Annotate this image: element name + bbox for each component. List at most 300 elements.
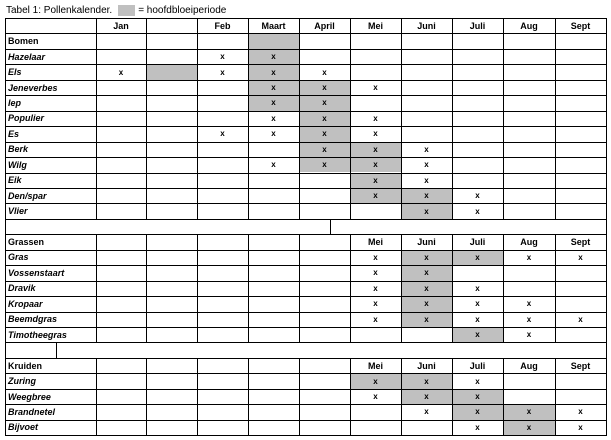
grid-line [401,404,402,421]
section-month-header: Mei [367,360,383,371]
section-title: Grassen [8,237,45,248]
grid-line [452,312,453,328]
bloom-mark [299,281,350,296]
section-month-header [248,33,299,48]
grid-line [299,64,300,81]
grid-line [350,95,351,112]
bloom-mark [555,173,606,188]
bloom-mark [452,173,503,188]
grid-line [56,342,57,359]
bloom-mark: x [373,83,378,93]
grid-line [350,64,351,81]
grid-line [96,18,97,34]
section-month-header: Juni [417,360,436,371]
bloom-mark [299,49,350,64]
grid-line [555,173,556,189]
grid-line [350,234,351,251]
grid-line [503,49,504,65]
grid-line [146,95,147,112]
grid-line [96,404,97,421]
bloom-mark [401,111,452,126]
grid-line [248,404,249,421]
grid-line [401,64,402,81]
grid-line [197,111,198,127]
grid-line [197,49,198,65]
grid-line [555,203,556,220]
grid-line [5,404,6,421]
bloom-mark [96,142,146,157]
grid-line [606,250,607,266]
grid-line [299,95,300,112]
bloom-mark [555,126,606,141]
grid-line [197,95,198,112]
bloom-mark [248,420,299,435]
bloom-mark [555,80,606,95]
bloom-mark [146,95,197,110]
bloom-mark: x [578,314,583,324]
grid-line [146,64,147,81]
grid-line [606,157,607,174]
grid-line [555,95,556,112]
bloom-mark [350,95,401,110]
section-month-header [146,33,197,48]
bloom-mark [503,142,555,157]
grid-line [96,126,97,143]
bloom-mark: x [526,299,532,309]
bloom-mark [299,389,350,404]
grid-line [503,157,504,174]
grid-line [330,219,331,235]
section-month-header: Sept [570,237,591,248]
section-title: Kruiden [8,360,43,371]
grid-line [146,420,147,436]
grid-line [555,33,556,50]
grid-line [606,327,607,343]
bloom-mark [146,142,197,157]
bloom-mark [146,420,197,435]
grid-line [606,95,607,112]
bloom-mark [503,157,555,172]
bloom-mark [248,173,299,188]
bloom-mark [299,265,350,280]
bloom-mark [146,389,197,404]
plant-name: Es [8,128,20,139]
grid-line [452,142,453,158]
bloom-mark: x [118,67,124,77]
grid-line [350,358,351,374]
bloom-mark: x [424,175,429,185]
bloom-mark [350,404,401,419]
bloom-mark [401,327,452,342]
grid-line [555,234,556,251]
grid-line [401,18,402,34]
section-month-header [197,234,248,249]
bloom-mark: x [503,420,555,435]
grid-line [96,64,97,81]
grid-line [350,265,351,282]
grid-line [350,157,351,174]
bloom-mark: x [452,250,503,265]
bloom-mark: x [475,191,480,201]
bloom-mark [299,373,350,388]
grid-line [350,49,351,65]
grid-line [299,404,300,421]
bloom-mark: x [373,113,378,123]
bloom-mark [555,111,606,126]
grid-line [96,173,97,189]
grid-line [5,173,6,189]
bloom-mark [503,80,555,95]
grid-line [401,188,402,204]
plant-name: Kropaar [8,298,43,309]
grid-line [401,250,402,266]
grid-line [96,157,97,174]
bloom-mark [96,173,146,188]
grid-line [452,203,453,220]
bloom-mark [401,49,452,64]
month-header: Mei [367,20,383,31]
bloom-mark [96,49,146,64]
bloom-mark [146,80,197,95]
grid-line [248,173,249,189]
grid-line [555,358,556,374]
bloom-mark [503,173,555,188]
section-month-header [555,33,606,48]
bloom-mark [555,188,606,203]
grid-line [555,373,556,390]
bloom-mark: x [401,373,452,388]
grid-line [248,111,249,127]
grid-line [248,126,249,143]
grid-line [503,126,504,143]
grid-line [248,18,249,34]
grid-line [197,142,198,158]
grid-line [5,296,6,313]
grid-line [350,126,351,143]
bloom-mark: x [299,142,350,157]
bloom-mark [503,111,555,126]
bloom-mark [555,373,606,388]
grid-line [146,203,147,220]
grid-line [350,80,351,96]
grid-line [5,157,6,174]
grid-line [299,234,300,251]
bloom-mark [96,126,146,141]
grid-line [606,265,607,282]
plant-name: Dravik [8,283,36,294]
grid-line [299,373,300,390]
bloom-mark: x [271,113,276,123]
grid-line [5,126,6,143]
bloom-mark [452,80,503,95]
bloom-mark: x [401,389,452,404]
bloom-mark: x [578,407,583,417]
grid-line [5,312,6,328]
bloom-mark: x [350,157,401,172]
grid-line [401,389,402,405]
grid-line [248,327,249,343]
plant-name: Den/spar [8,190,47,201]
grid-line [299,126,300,143]
grid-line [452,281,453,297]
bloom-mark [452,95,503,110]
bloom-mark: x [248,49,299,64]
section-month-header [96,234,146,249]
bloom-mark: x [401,203,452,218]
grid-line [146,142,147,158]
grid-line [5,420,6,436]
grid-line [5,203,6,220]
grid-line [452,126,453,143]
grid-line [5,389,6,405]
grid-line [146,327,147,343]
bloom-mark [96,265,146,280]
bloom-mark [248,250,299,265]
grid-line [452,80,453,96]
bloom-mark: x [424,407,429,417]
grid-line [146,49,147,65]
bloom-mark [350,64,401,79]
grid-line [5,373,6,390]
grid-line [401,142,402,158]
grid-line [96,188,97,204]
bloom-mark: x [299,126,350,141]
grid-line [350,281,351,297]
bloom-mark: x [526,330,532,340]
bloom-mark: x [401,265,452,280]
grid-line [5,49,6,65]
grid-line [401,49,402,65]
grid-line [96,80,97,96]
bloom-mark [248,312,299,327]
bloom-mark [299,296,350,311]
bloom-mark [197,157,248,172]
grid-line [503,373,504,390]
grid-line [401,80,402,96]
bloom-mark [350,327,401,342]
bloom-mark: x [271,160,276,170]
grid-line [606,219,607,235]
grid-line [146,296,147,313]
bloom-mark [299,404,350,419]
bloom-mark: x [248,95,299,110]
grid-line [503,296,504,313]
grid-line [401,312,402,328]
plant-name: Beemdgras [8,314,58,325]
bloom-mark [146,157,197,172]
grid-line [5,80,6,96]
grid-line [146,80,147,96]
grid-line [555,49,556,65]
grid-line [299,203,300,220]
bloom-mark [96,188,146,203]
bloom-mark [299,203,350,218]
bloom-mark [146,64,197,79]
grid-line [350,250,351,266]
bloom-mark [503,126,555,141]
bloom-mark: x [578,252,583,262]
grid-line [197,281,198,297]
bloom-mark [248,188,299,203]
bloom-mark: x [220,52,225,62]
grid-line [96,142,97,158]
section-title: Bomen [8,36,39,47]
plant-name: Wilg [8,159,27,170]
bloom-mark [401,80,452,95]
section-month-header: Sept [570,360,591,371]
plant-name: Zuring [8,376,36,387]
grid-line [299,80,300,96]
grid-line [350,373,351,390]
grid-line [606,33,607,50]
grid-line [299,157,300,174]
grid-line [452,327,453,343]
bloom-mark [248,142,299,157]
bloom-mark [401,64,452,79]
grid-line [299,420,300,436]
grid-line [146,404,147,421]
section-month-header [248,358,299,373]
bloom-mark: x [526,314,532,324]
grid-line [96,296,97,313]
month-header: Aug [520,20,538,31]
grid-line [503,281,504,297]
grid-line [555,312,556,328]
grid-line [555,250,556,266]
section-month-header [248,234,299,249]
grid-line [503,404,504,421]
bloom-mark [299,420,350,435]
bloom-mark: x [401,296,452,311]
grid-line [96,111,97,127]
bloom-mark: x [475,299,480,309]
grid-line [146,33,147,50]
grid-line [503,18,504,34]
bloom-mark: x [401,281,452,296]
grid-line [96,312,97,328]
grid-line [146,312,147,328]
grid-line [248,49,249,65]
grid-line [350,188,351,204]
grid-line [146,111,147,127]
bloom-mark [197,404,248,419]
grid-line [5,327,6,343]
grid-line [350,420,351,436]
grid-line [555,188,556,204]
bloom-mark [146,188,197,203]
grid-line [96,281,97,297]
grid-line [299,18,300,34]
grid-line [350,173,351,189]
bloom-mark [197,203,248,218]
bloom-mark: x [452,389,503,404]
grid-line [401,95,402,112]
bloom-mark [401,126,452,141]
grid-line [555,420,556,436]
grid-line [197,234,198,251]
grid-line [555,126,556,143]
section-month-header [299,358,350,373]
plant-name: Bijvoet [8,422,39,433]
grid-line [248,296,249,313]
bloom-mark: x [350,373,401,388]
grid-line [452,296,453,313]
bloom-mark [452,64,503,79]
section-month-header [299,33,350,48]
grid-line [606,389,607,405]
grid-line [503,64,504,81]
bloom-mark: x [322,67,327,77]
table-caption [6,4,226,17]
bloom-mark [350,420,401,435]
grid-line [299,250,300,266]
plant-name: Vossenstaart [8,267,65,278]
bloom-mark [503,281,555,296]
section-month-header [299,234,350,249]
bloom-mark [146,173,197,188]
grid-line [503,389,504,405]
grid-line [350,111,351,127]
bloom-mark [452,142,503,157]
grid-line [503,33,504,50]
bloom-mark [96,80,146,95]
grid-line [197,404,198,421]
bloom-mark [555,265,606,280]
grid-line [146,188,147,204]
bloom-mark: x [299,111,350,126]
grid-line [606,203,607,220]
bloom-mark: x [373,283,378,293]
grid-line [606,142,607,158]
grid-line [401,126,402,143]
grid-line [555,389,556,405]
grid-line [248,389,249,405]
plant-name: Gras [8,252,29,263]
bloom-mark: x [526,252,532,262]
bloom-mark [96,296,146,311]
grid-line [197,18,198,34]
section-month-header [350,33,401,48]
section-month-header [401,33,452,48]
bloom-mark [248,373,299,388]
bloom-mark [146,296,197,311]
bloom-mark: x [401,312,452,327]
grid-line [248,203,249,220]
bloom-mark [248,404,299,419]
grid-line [452,373,453,390]
grid-line [299,188,300,204]
grid-line [606,80,607,96]
bloom-mark [452,265,503,280]
grid-line [452,420,453,436]
grid-line [299,327,300,343]
plant-name: Brandnetel [8,406,56,417]
bloom-mark [555,157,606,172]
bloom-mark [146,312,197,327]
grid-line [606,173,607,189]
plant-name: Populier [8,113,45,124]
grid-line [606,296,607,313]
section-month-header: Aug [520,237,538,248]
grid-line [606,420,607,436]
grid-line [299,173,300,189]
grid-line [503,188,504,204]
bloom-mark [503,389,555,404]
grid-line [299,358,300,374]
bloom-mark: x [373,392,378,402]
bloom-mark [96,389,146,404]
grid-line [350,203,351,220]
